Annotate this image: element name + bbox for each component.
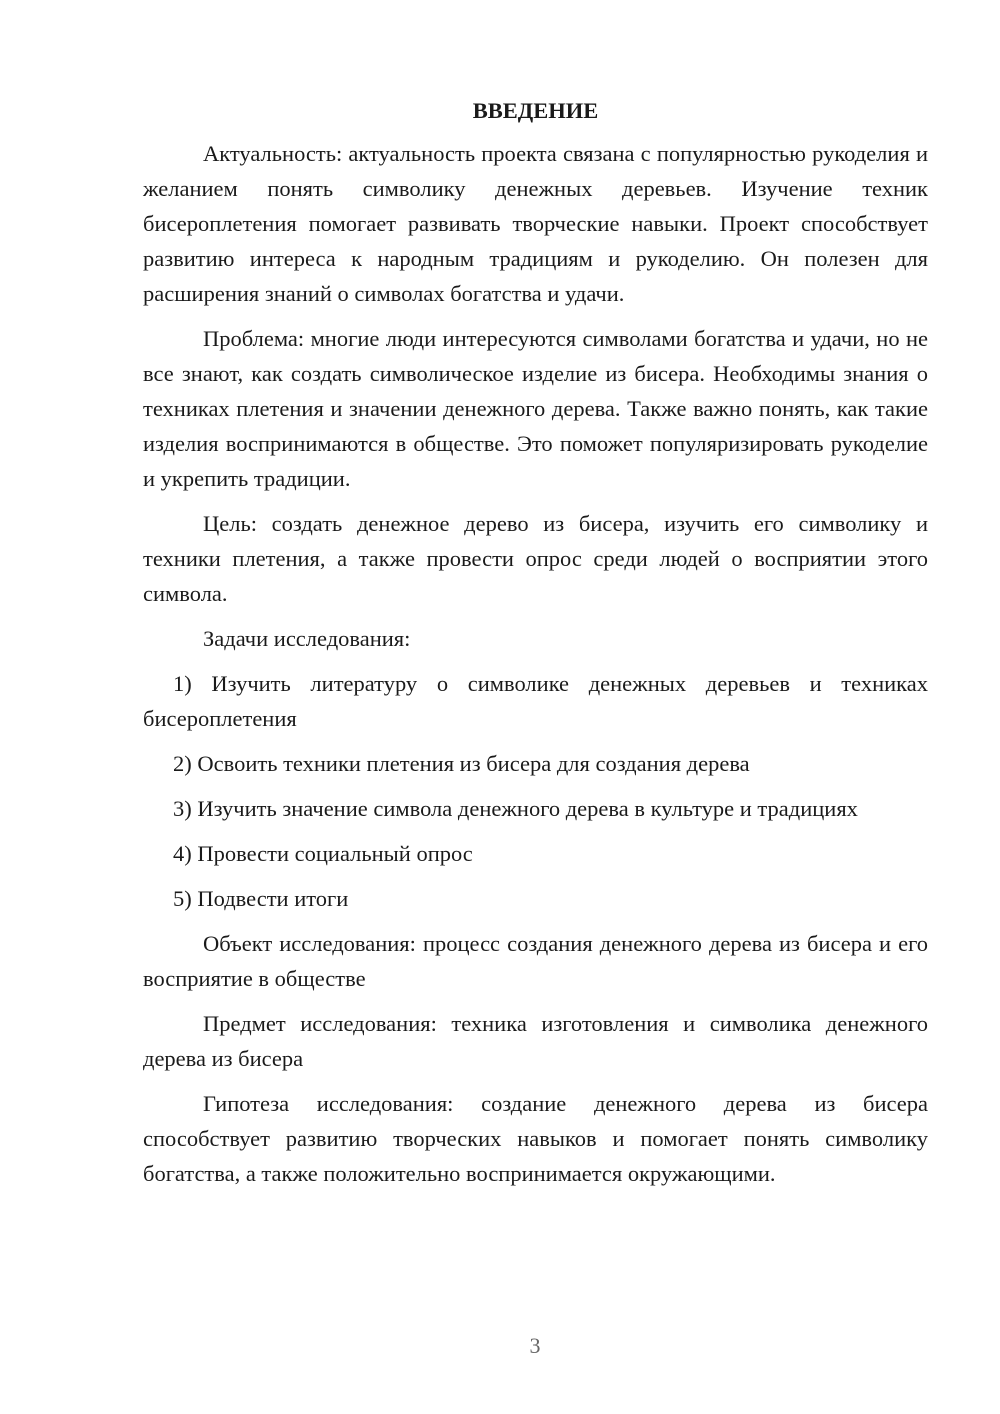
paragraph-goal: Цель: создать денежное дерево из бисера, изучить его символику и техники плетения, а также провести опрос среди людей о восприятии этого символа. xyxy=(143,511,928,606)
paragraph-relevance: Актуальность: актуальность проекта связана с популярностью рукоделия и желанием понять символику денежных деревьев. Изучение техник бисероплетения помогает развивать творческие навыки. Проект способствует развитию интереса к народным традициям и рукоделию. Он полезен для расширения знаний о символах богатства и удачи. xyxy=(143,141,928,306)
paragraph-problem: Проблема: многие люди интересуются символами богатства и удачи, но не все знают, как создать символическое изделие из бисера. Необходимы знания о техниках плетения и значении денежного дерева. Также важно понять, как такие изделия воспринимаются в обществе. Это поможет популяризировать рукоделие и укрепить традиции. xyxy=(143,326,928,491)
tasks-heading: Задачи исследования: xyxy=(203,626,411,651)
page-number: 3 xyxy=(529,1333,541,1358)
list-item: 3) Изучить значение символа денежного дерева в культуре и традициях xyxy=(173,796,858,821)
tasks-list xyxy=(143,666,928,916)
paragraph-object: Объект исследования: процесс создания денежного дерева из бисера и его восприятие в обществе xyxy=(143,931,928,991)
list-item: 2) Освоить техники плетения из бисера для создания дерева xyxy=(173,751,750,776)
list-item: 1) Изучить литературу о символике денежных деревьев и техниках бисероплетения xyxy=(143,671,928,731)
paragraph-subject: Предмет исследования: техника изготовления и символика денежного дерева из бисера xyxy=(143,1011,928,1071)
list-item: 4) Провести социальный опрос xyxy=(173,841,473,866)
paragraph-hypothesis: Гипотеза исследования: создание денежного дерева из бисера способствует развитию творческих навыков и помогает понять символику богатства, а также положительно воспринимается окружающими. xyxy=(143,1091,928,1186)
document-page xyxy=(143,96,928,1201)
list-item: 5) Подвести итоги xyxy=(173,886,349,911)
section-title: ВВЕДЕНИЕ xyxy=(472,98,599,123)
